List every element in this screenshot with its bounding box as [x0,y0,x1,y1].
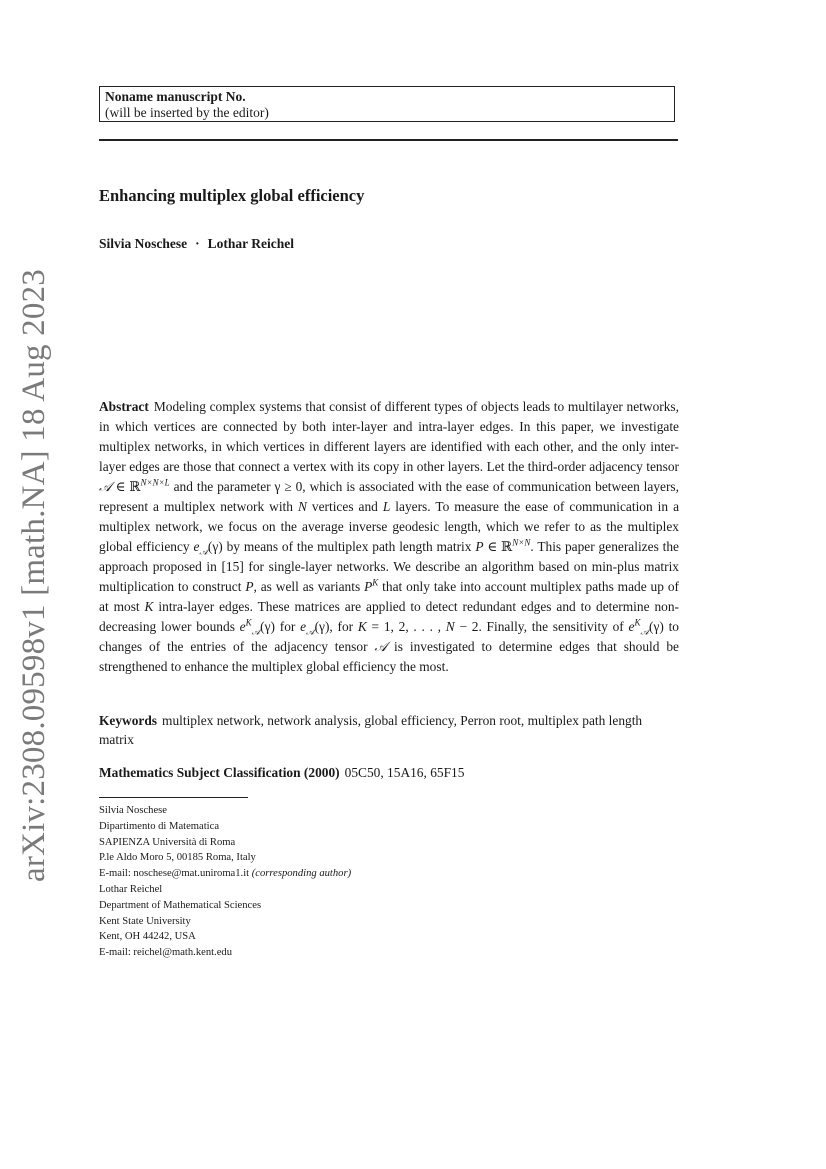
affiliation-name: Lothar Reichel [99,883,163,895]
affiliation-email: E-mail: reichel@math.kent.edu [99,947,233,959]
abstract-text: (γ), for [314,619,358,634]
header-rule [99,139,678,141]
corresponding-author-note: (corresponding author) [251,868,352,880]
abstract [99,397,679,677]
abstract-text: = 1, 2, . . . , [366,619,446,634]
arxiv-stamp [4,268,64,882]
affiliations [99,803,351,961]
tensor-symbol: 𝒜 [374,639,388,654]
keywords [99,711,679,749]
k-symbol: K [357,619,367,634]
tensor-symbol: 𝒜 [99,479,112,494]
abstract-text: is investigated to determine edges that should be strengthened to enhance the multiplex global efficiency the most. [99,639,679,674]
paper-title: Enhancing multiplex global efficiency [99,186,365,205]
efficiency-subscript: 𝒜 [306,626,315,637]
abstract-text: and the parameter γ ≥ 0, which is associated with the ease of communication between layers, represent a multiplex network with [99,479,679,514]
abstract-text: intra-layer edges. These matrices are applied to detect redundant edges and to determine non-decreasing lower bounds [99,599,679,634]
author-reichel: Lothar Reichel [207,236,295,251]
abstract-text: vertices and [306,499,383,514]
keywords-label: Keywords [99,713,158,728]
abstract-label: Abstract [99,399,149,414]
affiliation-address: Kent, OH 44242, USA [99,931,196,943]
affiliation-university: SAPIENZA Università di Roma [99,836,236,848]
k-symbol: K [144,599,154,614]
sensitivity-subscript: 𝒜 [640,626,649,637]
abstract-text: , as well as variants [253,579,365,594]
affiliation-department: Dipartimento di Matematica [99,820,220,832]
msc-codes: 05C50, 15A16, 65F15 [344,765,465,780]
l-symbol: L [382,499,391,514]
affiliation-address: P.le Aldo Moro 5, 00185 Roma, Italy [99,852,256,864]
manuscript-box [99,86,675,122]
abstract-text: Modeling complex systems that consist of different types of objects leads to multilayer networks, in which vertices are connected by both inter-layer and intra-layer edges. In this paper, we investigate multiplex networks, in which vertices in different layers are identified with each other, and the only inter-layer edges are those that connect a vertex with its copy in other layers. Let the third-order adjacency tensor [99,399,679,474]
pk-superscript: K [372,577,379,588]
efficiency-subscript: 𝒜 [199,546,208,557]
authors [99,236,294,252]
lower-bound-subscript: 𝒜 [251,626,261,637]
affiliation-email-line [99,866,351,882]
msc-label: Mathematics Subject Classification (2000) [99,765,340,780]
efficiency-symbol: e [193,539,200,554]
n-symbol: N [297,499,307,514]
footnote-rule [99,797,248,798]
manuscript-title: Noname manuscript No. [105,89,246,104]
sensitivity-symbol: e [628,619,635,634]
abstract-text: that only take into account multiplex paths made up of at most [99,579,680,614]
lower-bound-symbol: e [239,619,246,634]
abstract-text: ∈ ℝ [483,539,513,554]
subject-classification [99,765,679,781]
abstract-text: − 2. Finally, the sensitivity of [454,619,629,634]
abstract-text: layers. To measure the ease of communication in a multiplex network, we focus on the average inverse geodesic length, which we refer to as the multiplex global efficiency [99,499,680,554]
affiliation-name: Silvia Noschese [99,805,167,816]
abstract-text: . This paper generalizes the approach proposed in [15] for single-layer networks. We describe an algorithm based on min-plus matrix multiplication to construct [99,539,679,594]
affiliation-university: Kent State University [99,915,191,927]
manuscript-note: (will be inserted by the editor) [105,105,269,120]
abstract-text: (γ) by means of the multiplex path length matrix [207,539,476,554]
arxiv-id: arXiv:2308.09598v1 [math.NA] 18 Aug 2023 [15,268,52,882]
n-symbol: N [445,619,455,634]
affiliation-department: Department of Mathematical Sciences [99,899,262,911]
tensor-dims: N×N×L [140,477,170,488]
efficiency-symbol: e [300,619,307,634]
keywords-text: multiplex network, network analysis, global efficiency, Perron root, multiplex path length matrix [99,713,643,747]
pk-symbol: P [364,579,373,594]
p-dims: N×N [512,537,531,548]
author-noschese: Silvia Noschese [99,236,188,251]
abstract-text: (γ) for [260,619,301,634]
affiliation-email: E-mail: noschese@mat.uniroma1.it [99,868,250,880]
sensitivity-superscript: K [634,617,641,628]
author-separator: · [195,236,200,251]
lower-bound-superscript: K [245,617,252,628]
p-symbol: P [475,539,484,554]
abstract-text: (γ) to changes of the entries of the adjacency tensor [99,619,679,654]
abstract-text: ∈ ℝ [111,479,141,494]
p-symbol: P [245,579,254,594]
